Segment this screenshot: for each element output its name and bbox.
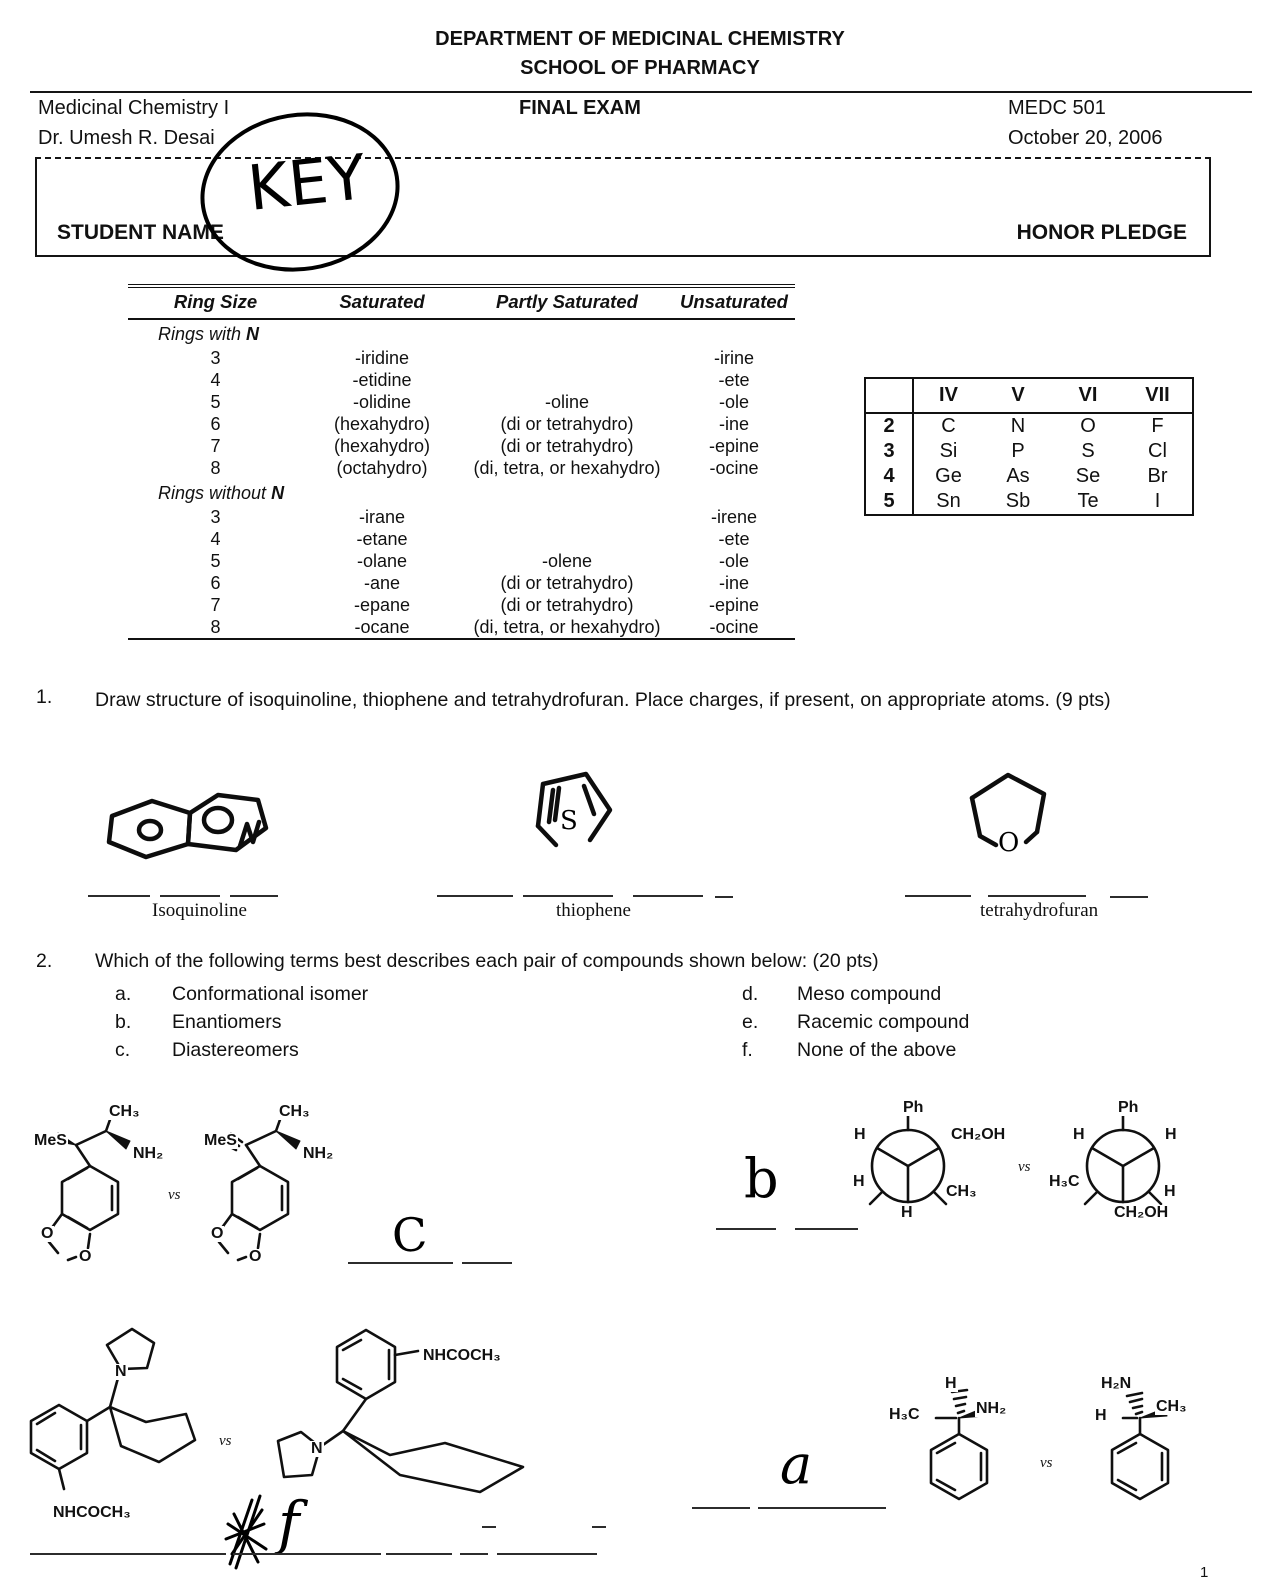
n-atom-label: N: [115, 1363, 127, 1380]
course-name: Medicinal Chemistry I: [38, 97, 230, 119]
h-label: H: [1073, 1126, 1085, 1143]
answer-blank: [758, 1507, 886, 1509]
option-letter-a: a.: [115, 983, 132, 1005]
option-label-c: Diastereomers: [172, 1039, 299, 1061]
ring-table-row: 8 (octahydro) (di, tetra, or hexahydro) -ocine: [210, 458, 759, 478]
vs-label: vs: [168, 1187, 181, 1203]
h-label: H: [945, 1375, 957, 1392]
mes-label: MeS: [34, 1132, 67, 1149]
thf-o-atom-label: O: [998, 828, 1020, 858]
school-title: SCHOOL OF PHARMACY: [520, 57, 760, 79]
ring-table-header: Unsaturated: [673, 286, 795, 319]
answer-blank: [692, 1507, 750, 1509]
nh2-label: NH₂: [976, 1400, 1007, 1417]
periodic-row: 4 Ge As Se Br: [865, 464, 1193, 489]
o-atom-label: O: [41, 1225, 54, 1242]
course-code: MEDC 501: [1008, 97, 1106, 119]
option-label-e: Racemic compound: [797, 1011, 970, 1033]
handwritten-answer-pair4: a: [780, 1433, 813, 1496]
ring-table-header-row: [128, 286, 795, 319]
ring-table-row: 5 -olane -olene -ole: [210, 551, 749, 571]
ring-suffix-table: [128, 284, 795, 640]
answer-blank: [716, 1228, 776, 1230]
header-rule: [30, 91, 1252, 93]
ring-table-row: 6 -ane (di or tetrahydro) -ine: [210, 573, 749, 593]
instructor-name: Dr. Umesh R. Desai: [38, 127, 215, 149]
periodic-row: 2 C N O F: [865, 413, 1193, 439]
h-label: H: [1095, 1407, 1107, 1424]
tetrahydrofuran-label: tetrahydrofuran: [980, 900, 1099, 921]
nh2-label: NH₂: [133, 1145, 164, 1162]
option-label-f: None of the above: [797, 1039, 957, 1061]
h3c-label: H₃C: [1049, 1173, 1080, 1190]
h-label: H: [1164, 1183, 1176, 1200]
answer-blank: [905, 895, 971, 897]
option-label-d: Meso compound: [797, 983, 942, 1005]
periodic-row: 5 Sn Sb Te I: [865, 489, 1193, 515]
ch2oh-label: CH₂OH: [951, 1126, 1006, 1143]
h-label: H: [854, 1126, 866, 1143]
answer-blank: [437, 895, 513, 897]
handwritten-answer-pair2: b: [744, 1147, 779, 1210]
thiophene-s-atom-label: S: [560, 806, 578, 836]
o-atom-label: O: [79, 1248, 92, 1265]
key-handwritten-text: KEY: [244, 140, 370, 225]
periodic-group-header: VI: [1053, 378, 1123, 413]
pair3-left-molecule: [28, 1323, 208, 1523]
ring-table-section-row: Rings with N: [158, 323, 260, 344]
thiophene-label: thiophene: [556, 900, 631, 921]
pair4-left-molecule: [886, 1372, 1021, 1507]
periodic-corner-cell: [865, 378, 913, 413]
department-title: DEPARTMENT OF MEDICINAL CHEMISTRY: [435, 28, 845, 50]
answer-blank: [233, 1553, 381, 1555]
answer-blank: [386, 1553, 452, 1555]
ring-table-row: 8 -ocane (di, tetra, or hexahydro) -ocine: [210, 617, 759, 637]
isoquinoline-drawing: [102, 786, 274, 866]
o-atom-label: O: [249, 1248, 262, 1265]
handwritten-answer-pair3: f: [278, 1489, 300, 1557]
h-label: H: [853, 1173, 865, 1190]
answer-blank: [523, 895, 613, 897]
ring-table-row: 4 -etane -ete: [210, 529, 750, 549]
answer-blank: [460, 1553, 488, 1555]
answer-blank: [30, 1553, 226, 1555]
question1-number: 1.: [36, 686, 53, 708]
honor-pledge-label: HONOR PLEDGE: [1016, 221, 1187, 244]
answer-blank: [230, 895, 278, 897]
h2n-label: H₂N: [1101, 1375, 1132, 1392]
ch3-label: CH₃: [109, 1103, 140, 1120]
periodic-header-row: [865, 378, 1193, 413]
h-label: H: [901, 1204, 913, 1221]
option-label-b: Enantiomers: [172, 1011, 282, 1033]
answer-blank: [462, 1262, 512, 1264]
ph-label: Ph: [1118, 1099, 1139, 1116]
h-label: H: [1165, 1126, 1177, 1143]
answer-blank: [88, 895, 150, 897]
answer-blank: [348, 1262, 453, 1264]
option-letter-d: d.: [742, 983, 759, 1005]
ch3-label: CH₃: [1156, 1398, 1187, 1415]
ring-table-row: 3 -iridine -irine: [210, 348, 754, 368]
ring-table-row: 4 -etidine -ete: [210, 370, 750, 390]
ring-table-header: Partly Saturated: [461, 286, 673, 319]
ring-table-section-row: Rings without N: [158, 482, 285, 503]
option-label-a: Conformational isomer: [172, 983, 369, 1005]
answer-blank: [160, 895, 220, 897]
ring-table-row: 3 -irane -irene: [210, 507, 758, 527]
handwritten-answer-pair1: C: [390, 1207, 429, 1263]
answer-blank: [715, 896, 733, 898]
vs-label: vs: [1040, 1455, 1053, 1471]
ring-table-header: Ring Size: [128, 286, 303, 319]
ch2oh-label: CH₂OH: [1114, 1204, 1169, 1221]
ring-table-row: 5 -olidine -oline -ole: [210, 392, 749, 412]
o-atom-label: O: [211, 1225, 224, 1242]
ch3-label: CH₃: [946, 1183, 977, 1200]
ph-label: Ph: [903, 1099, 924, 1116]
mes-label: MeS: [204, 1132, 237, 1149]
answer-blank: [633, 895, 703, 897]
question1-text: Draw structure of isoquinoline, thiophene and tetrahydrofuran. Place charges, if present, on appropriate atoms. (9 pts): [95, 689, 1111, 711]
stray-mark: [482, 1526, 496, 1528]
option-letter-f: f.: [742, 1039, 753, 1061]
page-number: 1: [1200, 1564, 1209, 1581]
answer-blank: [988, 895, 1086, 897]
option-letter-b: b.: [115, 1011, 132, 1033]
scribbled-out-answer: [222, 1494, 270, 1570]
question2-number: 2.: [36, 950, 53, 972]
vs-label: vs: [219, 1433, 232, 1449]
n-atom-label: N: [311, 1440, 323, 1457]
periodic-row: 3 Si P S Cl: [865, 439, 1193, 464]
ring-table-header: Saturated: [303, 286, 461, 319]
question2-text: Which of the following terms best describes each pair of compounds shown below: (20 pts): [95, 950, 879, 972]
nhcoch3-label: NHCOCH₃: [423, 1347, 501, 1364]
periodic-table-excerpt: [864, 377, 1194, 516]
option-letter-c: c.: [115, 1039, 131, 1061]
vs-label: vs: [1018, 1159, 1031, 1175]
nhcoch3-label: NHCOCH₃: [53, 1504, 131, 1521]
ring-table-row: 7 -epane (di or tetrahydro) -epine: [210, 595, 760, 615]
ring-table-row: 6 (hexahydro) (di or tetrahydro) -ine: [210, 414, 749, 434]
periodic-group-header: V: [983, 378, 1053, 413]
student-name-label: STUDENT NAME: [57, 221, 224, 244]
pair4-right-molecule: [1085, 1372, 1215, 1507]
answer-blank: [795, 1228, 858, 1230]
exam-date: October 20, 2006: [1008, 127, 1163, 149]
nh2-label: NH₂: [303, 1145, 334, 1162]
stray-mark: [592, 1526, 606, 1528]
ch3-label: CH₃: [279, 1103, 310, 1120]
periodic-group-header: VII: [1123, 378, 1193, 413]
isoquinoline-label: Isoquinoline: [152, 900, 247, 921]
exam-title: FINAL EXAM: [519, 97, 641, 119]
h3c-label: H₃C: [889, 1406, 920, 1423]
ring-table-row: 7 (hexahydro) (di or tetrahydro) -epine: [210, 436, 760, 456]
answer-blank: [1110, 896, 1148, 898]
answer-blank: [497, 1553, 597, 1555]
option-letter-e: e.: [742, 1011, 759, 1033]
periodic-group-header: IV: [913, 378, 983, 413]
